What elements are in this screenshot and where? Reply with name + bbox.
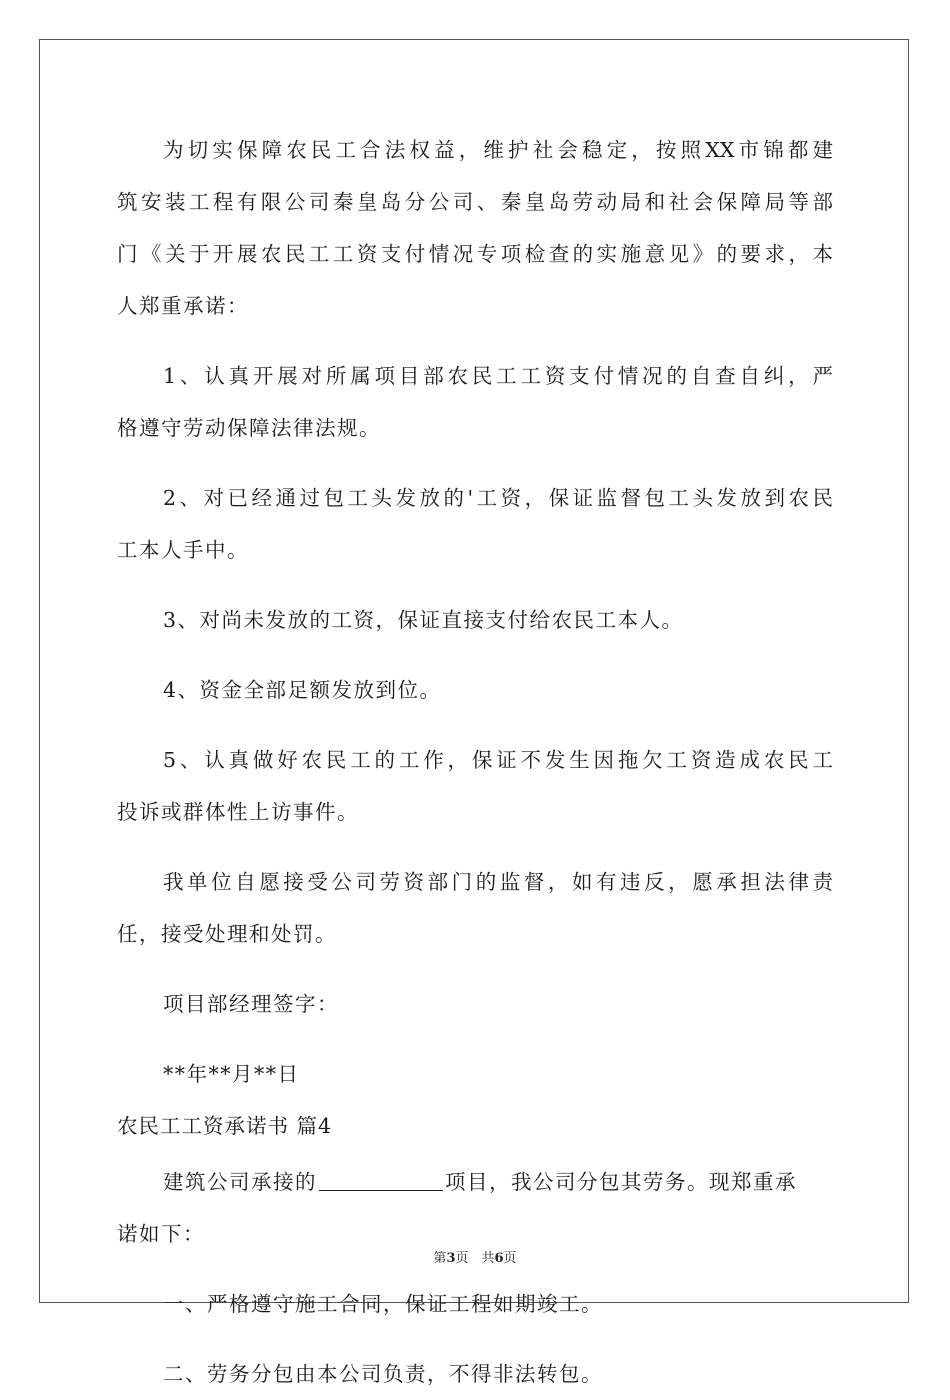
section-2-item-2: 二、劳务分包由本公司负责，不得非法转包。 bbox=[163, 1362, 603, 1386]
commitment-line-1: 我单位自愿接受公司劳资部门的监督，如有违反，愿承担法律责 bbox=[163, 870, 833, 894]
section-heading: 农民工工资承诺书 篇4 bbox=[117, 1114, 333, 1138]
item-1-line-2: 格遵守劳动保障法律法规。 bbox=[117, 416, 381, 440]
item-5-line-2: 投诉或群体性上访事件。 bbox=[117, 800, 359, 824]
footer-total-pages: 6 bbox=[494, 1251, 504, 1266]
section-2-text-after-blank: 项目，我公司分包其劳务。现郑重承 bbox=[445, 1170, 797, 1194]
item-3: 3、对尚未发放的工资，保证直接支付给农民工本人。 bbox=[163, 608, 684, 632]
paragraph-1-line-1: 为切实保障农民工合法权益，维护社会稳定，按照XX市锦都建 bbox=[163, 138, 833, 162]
item-2-line-1: 2、对已经通过包工头发放的'工资，保证监督包工头发放到农民 bbox=[163, 486, 833, 510]
footer-mid: 页 共 bbox=[455, 1251, 495, 1266]
item-1-line-1: 1、认真开展对所属项目部农民工工资支付情况的自查自纠，严 bbox=[163, 364, 833, 388]
paragraph-1-line-3: 门《关于开展农民工工资支付情况专项检查的实施意见》的要求，本 bbox=[117, 242, 833, 266]
document-body bbox=[117, 124, 833, 1400]
section-2-line-2: 诺如下： bbox=[117, 1222, 205, 1246]
page-footer bbox=[0, 1247, 950, 1266]
fill-in-blank bbox=[319, 1170, 443, 1191]
section-2-text-before-blank: 建筑公司承接的 bbox=[163, 1170, 317, 1194]
footer-prefix: 第 bbox=[433, 1251, 447, 1266]
section-2-item-1: 一、严格遵守施工合同，保证工程如期竣工。 bbox=[163, 1292, 603, 1316]
commitment-line-2: 任，接受处理和处罚。 bbox=[117, 922, 337, 946]
item-5-line-1: 5、认真做好农民工的工作，保证不发生因拖欠工资造成农民工 bbox=[163, 748, 833, 772]
section-2-line-1 bbox=[117, 1156, 833, 1208]
paragraph-1-line-2: 筑安装工程有限公司秦皇岛分公司、秦皇岛劳动局和社会保障局等部 bbox=[117, 190, 833, 214]
paragraph-1-line-4: 人郑重承诺： bbox=[117, 294, 249, 318]
item-4: 4、资金全部足额发放到位。 bbox=[163, 678, 442, 702]
item-2-line-2: 工本人手中。 bbox=[117, 538, 249, 562]
footer-suffix: 页 bbox=[503, 1251, 517, 1266]
date-line: **年**月**日 bbox=[163, 1062, 300, 1086]
signature-label: 项目部经理签字： bbox=[163, 992, 339, 1016]
footer-page-number: 3 bbox=[446, 1251, 456, 1266]
